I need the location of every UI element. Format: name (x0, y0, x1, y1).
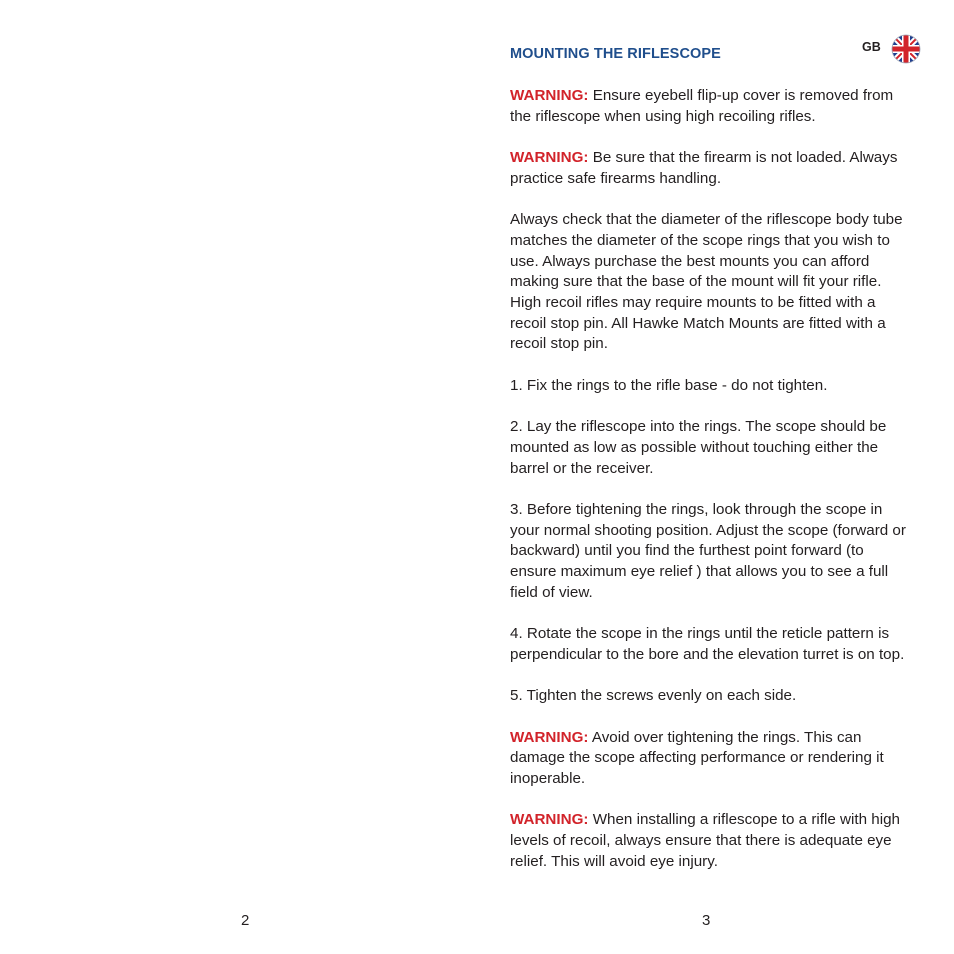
intro-paragraph (510, 210, 908, 355)
warning-paragraph (510, 810, 908, 872)
step-3 (510, 500, 908, 604)
warning-paragraph (510, 148, 908, 189)
page-number-right: 3 (702, 912, 711, 929)
paragraph-text: 2. Lay the riflescope into the rings. The scope should be mounted as low as possible without touching either the barrel or the receiver. (510, 418, 887, 477)
paragraph-text: Always check that the diameter of the riflescope body tube matches the diameter of the scope rings that you wish to use. Always purchase the best mounts you can afford making sure that the base of the mount will fit your rifle. High recoil rifles may require mounts to be fitted with a recoil stop pin. All Hawke Match Mounts are fitted with a recoil stop pin. (510, 211, 903, 353)
paragraph-text: When installing a riflescope to a rifle with high levels of recoil, always ensure that there is adequate eye relief. This will avoid eye injury. (510, 811, 900, 870)
paragraph-text: 3. Before tightening the rings, look through the scope in your normal shooting position. Adjust the scope (forward or backward) until you find the furthest point forward (to ensure maximum eye relief ) that allows you to see a full field of view. (510, 500, 906, 601)
instructions-body (510, 86, 908, 873)
paragraph-text: Ensure eyebell flip-up cover is removed from the riflescope when using high recoiling rifles. (510, 87, 894, 125)
step-5 (510, 686, 908, 707)
warning-label: WARNING: (510, 811, 589, 829)
page-number-left: 2 (241, 912, 250, 929)
paragraph-text: 1. Fix the rings to the rifle base - do not tighten. (510, 376, 828, 394)
paragraph-text: Be sure that the firearm is not loaded. Always practice safe firearms handling. (510, 149, 898, 187)
step-1 (510, 376, 908, 397)
step-2 (510, 417, 908, 479)
section-heading: MOUNTING THE RIFLESCOPE (510, 46, 721, 62)
language-code: GB (862, 40, 881, 54)
warning-paragraph (510, 728, 908, 790)
warning-label: WARNING: (510, 728, 589, 746)
paragraph-text: 4. Rotate the scope in the rings until the reticle pattern is perpendicular to the bore and the elevation turret is on top. (510, 625, 905, 663)
paragraph-text: 5. Tighten the screws evenly on each side. (510, 687, 797, 705)
warning-paragraph (510, 86, 908, 127)
union-jack-flag-icon (891, 34, 921, 64)
warning-label: WARNING: (510, 149, 589, 167)
warning-label: WARNING: (510, 87, 589, 104)
step-4 (510, 624, 908, 665)
paragraph-text: Avoid over tightening the rings. This can damage the scope affecting performance or rendering it inoperable. (510, 728, 884, 788)
